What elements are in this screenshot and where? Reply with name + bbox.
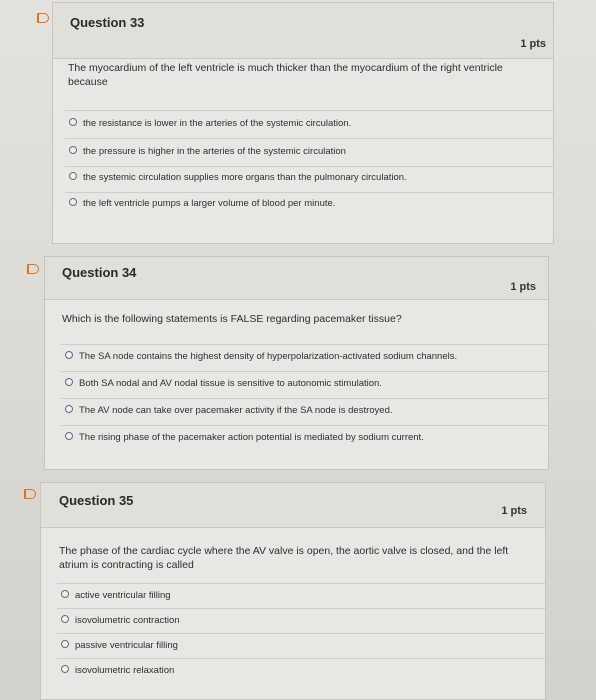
answer-option[interactable] [61, 371, 548, 398]
question-34-card [44, 256, 549, 470]
question-title: Question 33 [70, 15, 145, 30]
answer-option[interactable] [57, 658, 545, 683]
radio-button-icon[interactable] [61, 615, 69, 623]
answer-label: The SA node contains the highest density of hyperpolarization-activated sodium channels. [79, 351, 458, 362]
points-label: 1 pts [501, 505, 527, 517]
answer-label: the pressure is higher in the arteries of the systemic circulation [83, 146, 346, 157]
flag-question-icon[interactable] [24, 489, 36, 499]
answer-label: passive ventricular filling [75, 640, 178, 651]
radio-button-icon[interactable] [65, 351, 73, 359]
radio-button-icon[interactable] [65, 378, 73, 386]
question-33-card [52, 2, 554, 244]
answer-option[interactable] [65, 166, 553, 192]
answer-option[interactable] [57, 583, 545, 608]
radio-button-icon[interactable] [61, 590, 69, 598]
answer-label: active ventricular filling [75, 590, 171, 601]
question-title: Question 34 [62, 265, 137, 280]
answer-option[interactable] [65, 138, 553, 166]
answer-label: isovolumetric contraction [75, 615, 180, 626]
answer-label: The AV node can take over pacemaker activity if the SA node is destroyed. [79, 405, 393, 416]
points-label: 1 pts [510, 281, 536, 293]
answer-label: the resistance is lower in the arteries of the systemic circulation. [83, 118, 352, 129]
answer-option[interactable] [65, 110, 553, 138]
radio-button-icon[interactable] [69, 198, 77, 206]
radio-button-icon[interactable] [69, 172, 77, 180]
question-33-header [53, 3, 553, 59]
answer-option[interactable] [57, 633, 545, 658]
question-35-card [40, 482, 546, 700]
answer-label: The rising phase of the pacemaker action potential is mediated by sodium current. [79, 432, 424, 443]
flag-question-icon[interactable] [27, 264, 39, 274]
answer-label: Both SA nodal and AV nodal tissue is sensitive to autonomic stimulation. [79, 378, 382, 389]
question-text: The phase of the cardiac cycle where the AV valve is open, the aortic valve is closed, and the left atrium is contracting is called [59, 545, 509, 571]
radio-button-icon[interactable] [61, 640, 69, 648]
question-35-header [41, 483, 545, 528]
answer-option[interactable] [57, 608, 545, 633]
answer-label: the systemic circulation supplies more organs than the pulmonary circulation. [83, 172, 407, 183]
question-text: Which is the following statements is FALSE regarding pacemaker tissue? [62, 313, 402, 325]
answer-option[interactable] [61, 425, 548, 452]
radio-button-icon[interactable] [65, 405, 73, 413]
answer-option[interactable] [61, 398, 548, 425]
answer-option[interactable] [61, 344, 548, 371]
answer-option[interactable] [65, 192, 553, 218]
question-34-header [45, 257, 548, 300]
answer-label: isovolumetric relaxation [75, 665, 175, 676]
question-title: Question 35 [59, 493, 134, 508]
question-text: The myocardium of the left ventricle is much thicker than the myocardium of the right ventricle because [68, 62, 503, 88]
flag-question-icon[interactable] [37, 13, 49, 23]
answer-label: the left ventricle pumps a larger volume of blood per minute. [83, 198, 336, 209]
radio-button-icon[interactable] [65, 432, 73, 440]
points-label: 1 pts [520, 38, 546, 50]
radio-button-icon[interactable] [61, 665, 69, 673]
radio-button-icon[interactable] [69, 146, 77, 154]
radio-button-icon[interactable] [69, 118, 77, 126]
